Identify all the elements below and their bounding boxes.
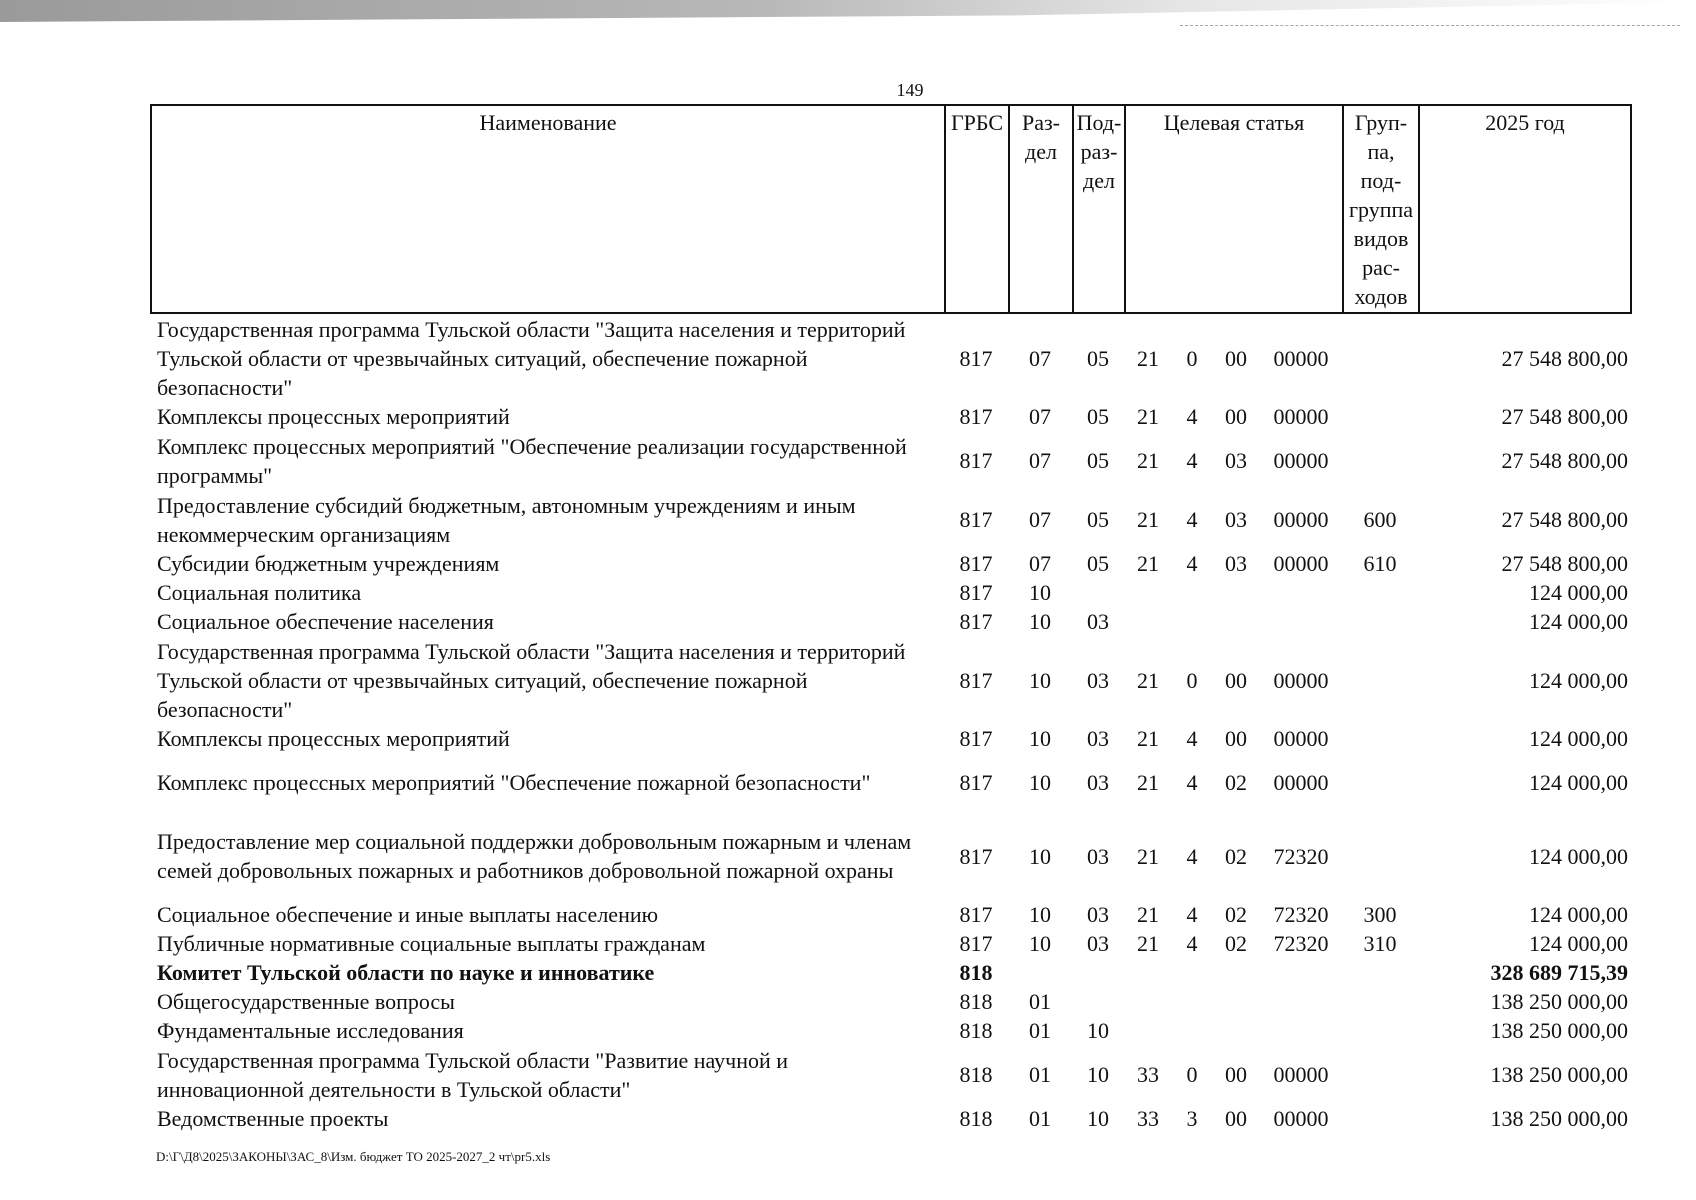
row-cs-type: 4 (1186, 902, 1198, 927)
row-podrazdel (1072, 987, 1124, 1016)
row-podrazdel: 10 (1087, 1106, 1109, 1131)
row-cs-type: 0 (1186, 667, 1198, 693)
row-cs-type: 4 (1186, 448, 1198, 473)
row-cs-program: 21 (1137, 404, 1159, 429)
row-grbs: 817 (959, 404, 993, 429)
row-vid-raskhodov (1342, 314, 1418, 402)
row-name: Комплексы процессных мероприятий (157, 404, 510, 429)
row-cs-type: 4 (1186, 507, 1198, 532)
row-name: Предоставление субсидий бюджетным, автономным учреждениям и иным некоммерческим организациям (157, 492, 856, 547)
row-grbs: 817 (959, 726, 993, 751)
row-cs-type: 4 (1186, 726, 1198, 751)
scan-edge-line (1180, 25, 1680, 26)
row-amount: 138 250 000,00 (1490, 1062, 1628, 1087)
row-amount: 124 000,00 (1529, 726, 1628, 751)
row-grbs: 817 (959, 609, 993, 634)
row-grbs: 818 (959, 989, 993, 1014)
row-cs-direction: 00000 (1273, 1062, 1329, 1087)
row-cs-program (1124, 958, 1172, 987)
row-cs-subprogram: 03 (1225, 448, 1247, 473)
table-row (150, 1016, 1630, 1045)
row-amount: 27 548 800,00 (1501, 448, 1628, 473)
row-razdel: 10 (1029, 770, 1051, 795)
row-podrazdel: 05 (1087, 551, 1109, 576)
row-cs-subprogram: 02 (1225, 902, 1247, 927)
row-cs-direction: 72320 (1273, 902, 1329, 927)
row-cs-direction: 00000 (1273, 507, 1329, 532)
row-cs-subprogram (1212, 958, 1260, 987)
row-cs-type: 4 (1186, 770, 1198, 795)
row-podrazdel: 10 (1087, 1062, 1109, 1087)
header-name: Наименование (151, 105, 945, 313)
row-cs-program (1124, 578, 1172, 607)
footer-file-path: D:\Г\Д8\2025\ЗАКОНЫ\ЗАС_8\Изм. бюджет ТО 2025-2027_2 чт\pr5.xls (156, 1149, 551, 1164)
row-podrazdel (1072, 958, 1124, 987)
row-vid-raskhodov (1342, 402, 1418, 431)
row-podrazdel: 03 (1087, 609, 1109, 634)
row-vid-raskhodov: 300 (1363, 902, 1397, 927)
row-grbs: 817 (959, 580, 993, 605)
row-podrazdel: 05 (1087, 448, 1109, 473)
row-name: Комплекс процессных мероприятий "Обеспечение пожарной безопасности" (157, 770, 871, 795)
table-row (150, 812, 1630, 900)
row-cs-direction: 00000 (1273, 1106, 1329, 1131)
row-cs-program: 21 (1137, 345, 1159, 371)
page-number: 149 (896, 80, 924, 100)
row-vid-raskhodov (1342, 958, 1418, 987)
table-header (150, 104, 1632, 314)
row-grbs: 817 (959, 448, 993, 473)
row-cs-program: 21 (1137, 770, 1159, 795)
row-grbs: 818 (959, 1062, 993, 1087)
row-cs-subprogram (1212, 1016, 1260, 1045)
row-razdel: 07 (1029, 404, 1051, 429)
row-grbs: 817 (959, 770, 993, 795)
row-vid-raskhodov (1342, 578, 1418, 607)
row-vid-raskhodov: 310 (1363, 931, 1397, 956)
row-podrazdel: 03 (1087, 902, 1109, 927)
row-name: Ведомственные проекты (157, 1106, 389, 1131)
row-cs-program: 21 (1137, 551, 1159, 576)
row-razdel (1008, 958, 1072, 987)
row-podrazdel: 05 (1087, 507, 1109, 532)
budget-table (150, 314, 1630, 1133)
row-cs-program: 33 (1137, 1062, 1159, 1087)
row-name: Публичные нормативные социальные выплаты гражданам (157, 931, 706, 956)
row-amount: 27 548 800,00 (1501, 404, 1628, 429)
row-cs-type: 0 (1186, 1062, 1198, 1087)
row-cs-program (1124, 987, 1172, 1016)
row-vid-raskhodov (1342, 753, 1418, 812)
table-row (150, 1045, 1630, 1104)
row-cs-type (1172, 578, 1212, 607)
row-cs-type: 4 (1186, 551, 1198, 576)
row-cs-subprogram: 02 (1225, 843, 1247, 869)
row-cs-type: 4 (1186, 931, 1198, 956)
row-vid-raskhodov (1342, 724, 1418, 753)
row-cs-program: 21 (1137, 726, 1159, 751)
row-cs-type: 4 (1186, 404, 1198, 429)
row-amount: 124 000,00 (1529, 902, 1628, 927)
row-amount: 124 000,00 (1529, 609, 1628, 634)
row-cs-direction: 00000 (1273, 667, 1329, 693)
row-cs-direction: 00000 (1273, 551, 1329, 576)
row-cs-subprogram: 00 (1225, 667, 1247, 693)
row-amount: 124 000,00 (1529, 931, 1628, 956)
row-grbs: 817 (959, 345, 993, 371)
row-podrazdel: 03 (1087, 667, 1109, 693)
table-row (150, 549, 1630, 578)
row-cs-type: 0 (1186, 345, 1198, 371)
table-row (150, 314, 1630, 402)
row-vid-raskhodov (1342, 636, 1418, 724)
table-row (150, 1104, 1630, 1133)
row-cs-type (1172, 987, 1212, 1016)
row-cs-direction: 00000 (1273, 770, 1329, 795)
header-year: 2025 год (1419, 105, 1631, 313)
row-razdel: 07 (1029, 551, 1051, 576)
row-podrazdel (1072, 578, 1124, 607)
table-row (150, 490, 1630, 549)
row-cs-type (1172, 1016, 1212, 1045)
row-cs-direction (1260, 578, 1342, 607)
table-row (150, 987, 1630, 1016)
table-row (150, 958, 1630, 987)
row-grbs: 817 (959, 931, 993, 956)
header-gruppa-vidov-raskhodov: Груп- па, под- группа видов рас- ходов (1343, 105, 1419, 313)
row-name: Комплексы процессных мероприятий (157, 726, 510, 751)
row-cs-direction (1260, 958, 1342, 987)
row-razdel: 07 (1029, 345, 1051, 371)
header-razdel: Раз- дел (1009, 105, 1073, 313)
row-cs-subprogram: 00 (1225, 1062, 1247, 1087)
row-razdel: 10 (1029, 902, 1051, 927)
row-grbs: 817 (959, 551, 993, 576)
row-razdel: 07 (1029, 507, 1051, 532)
row-amount: 328 689 715,39 (1490, 960, 1628, 985)
row-cs-subprogram: 03 (1225, 507, 1247, 532)
row-razdel: 10 (1029, 931, 1051, 956)
row-razdel: 01 (1029, 1062, 1051, 1087)
row-amount: 138 250 000,00 (1490, 1018, 1628, 1043)
row-cs-program: 21 (1137, 843, 1159, 869)
row-cs-program: 33 (1137, 1106, 1159, 1131)
table-row (150, 929, 1630, 958)
row-cs-direction (1260, 607, 1342, 636)
row-name: Предоставление мер социальной поддержки добровольным пожарным и членам семей добровольных пожарных и работников добровольной пожарной охраны (157, 829, 912, 883)
row-razdel: 10 (1029, 726, 1051, 751)
row-cs-direction: 00000 (1273, 345, 1329, 371)
row-cs-program: 21 (1137, 902, 1159, 927)
row-vid-raskhodov (1342, 812, 1418, 900)
table-row (150, 636, 1630, 724)
row-grbs: 818 (959, 1106, 993, 1131)
row-grbs: 818 (959, 960, 993, 985)
table-row (150, 900, 1630, 929)
row-amount: 124 000,00 (1529, 667, 1628, 693)
row-cs-program: 21 (1137, 931, 1159, 956)
row-cs-program: 21 (1137, 507, 1159, 532)
row-vid-raskhodov (1342, 607, 1418, 636)
row-vid-raskhodov: 610 (1363, 551, 1397, 576)
row-cs-type (1172, 607, 1212, 636)
header-grbs: ГРБС (945, 105, 1009, 313)
row-razdel: 01 (1029, 1106, 1051, 1131)
row-grbs: 818 (959, 1018, 993, 1043)
row-cs-type: 4 (1186, 843, 1198, 869)
row-cs-subprogram: 00 (1225, 726, 1247, 751)
row-cs-subprogram (1212, 607, 1260, 636)
row-vid-raskhodov (1342, 987, 1418, 1016)
row-amount: 138 250 000,00 (1490, 989, 1628, 1014)
row-cs-direction (1260, 987, 1342, 1016)
row-cs-subprogram: 00 (1225, 1106, 1247, 1131)
row-cs-direction: 00000 (1273, 726, 1329, 751)
row-razdel: 01 (1029, 1018, 1051, 1043)
row-cs-subprogram: 03 (1225, 551, 1247, 576)
table-row (150, 724, 1630, 753)
row-razdel: 10 (1029, 609, 1051, 634)
row-name: Общегосударственные вопросы (157, 989, 455, 1014)
row-cs-subprogram: 02 (1225, 931, 1247, 956)
row-cs-subprogram (1212, 578, 1260, 607)
row-vid-raskhodov: 600 (1363, 507, 1397, 532)
row-razdel: 10 (1029, 843, 1051, 869)
row-name: Социальное обеспечение населения (157, 609, 494, 634)
row-podrazdel: 10 (1087, 1018, 1109, 1043)
row-cs-program: 21 (1137, 667, 1159, 693)
row-cs-subprogram (1212, 987, 1260, 1016)
row-name: Комитет Тульской области по науке и инноватике (157, 960, 655, 985)
row-cs-direction: 72320 (1273, 843, 1329, 869)
table-row (150, 753, 1630, 812)
row-vid-raskhodov (1342, 431, 1418, 490)
row-cs-program (1124, 607, 1172, 636)
row-grbs: 817 (959, 902, 993, 927)
row-podrazdel: 05 (1087, 404, 1109, 429)
row-amount: 138 250 000,00 (1490, 1106, 1628, 1131)
row-grbs: 817 (959, 843, 993, 869)
row-cs-type: 3 (1186, 1106, 1198, 1131)
row-podrazdel: 03 (1087, 843, 1109, 869)
row-podrazdel: 03 (1087, 931, 1109, 956)
row-cs-subprogram: 00 (1225, 345, 1247, 371)
row-cs-direction: 00000 (1273, 404, 1329, 429)
row-name: Социальное обеспечение и иные выплаты населению (157, 902, 659, 927)
row-amount: 124 000,00 (1529, 580, 1628, 605)
row-cs-direction (1260, 1016, 1342, 1045)
row-name: Субсидии бюджетным учреждениям (157, 551, 500, 576)
row-vid-raskhodov (1342, 1016, 1418, 1045)
row-razdel: 10 (1029, 580, 1051, 605)
header-podrazdel: Под- раз- дел (1073, 105, 1125, 313)
row-vid-raskhodov (1342, 1045, 1418, 1104)
row-name: Государственная программа Тульской области "Защита населения и территорий Тульской области от чрезвычайных ситуаций, обеспечение пожарной безопасности" (157, 638, 906, 722)
row-name: Социальная политика (157, 580, 362, 605)
row-amount: 27 548 800,00 (1501, 507, 1628, 532)
row-podrazdel: 03 (1087, 726, 1109, 751)
row-name: Фундаментальные исследования (157, 1018, 464, 1043)
row-grbs: 817 (959, 667, 993, 693)
row-grbs: 817 (959, 507, 993, 532)
row-podrazdel: 03 (1087, 770, 1109, 795)
row-razdel: 07 (1029, 448, 1051, 473)
row-razdel: 10 (1029, 667, 1051, 693)
row-amount: 124 000,00 (1529, 770, 1628, 795)
scan-edge-shadow (0, 0, 1696, 22)
row-cs-program (1124, 1016, 1172, 1045)
table-row (150, 578, 1630, 607)
row-name: Комплекс процессных мероприятий "Обеспечение реализации государственной программы" (157, 433, 907, 488)
row-razdel: 01 (1029, 989, 1051, 1014)
table-row (150, 402, 1630, 431)
row-amount: 27 548 800,00 (1501, 345, 1628, 371)
table-row (150, 607, 1630, 636)
row-name: Государственная программа Тульской области "Защита населения и территорий Тульской области от чрезвычайных ситуаций, обеспечение пожарной безопасности" (157, 316, 906, 400)
row-amount: 27 548 800,00 (1501, 551, 1628, 576)
row-name: Государственная программа Тульской области "Развитие научной и инновационной деятельности в Тульской области" (157, 1047, 789, 1102)
row-amount: 124 000,00 (1529, 843, 1628, 869)
row-cs-type (1172, 958, 1212, 987)
table-row (150, 431, 1630, 490)
row-vid-raskhodov (1342, 1104, 1418, 1133)
header-tselevaya-statya: Целевая статья (1125, 105, 1343, 313)
row-cs-direction: 72320 (1273, 931, 1329, 956)
row-cs-subprogram: 02 (1225, 770, 1247, 795)
row-cs-direction: 00000 (1273, 448, 1329, 473)
row-cs-program: 21 (1137, 448, 1159, 473)
row-podrazdel: 05 (1087, 345, 1109, 371)
row-cs-subprogram: 00 (1225, 404, 1247, 429)
